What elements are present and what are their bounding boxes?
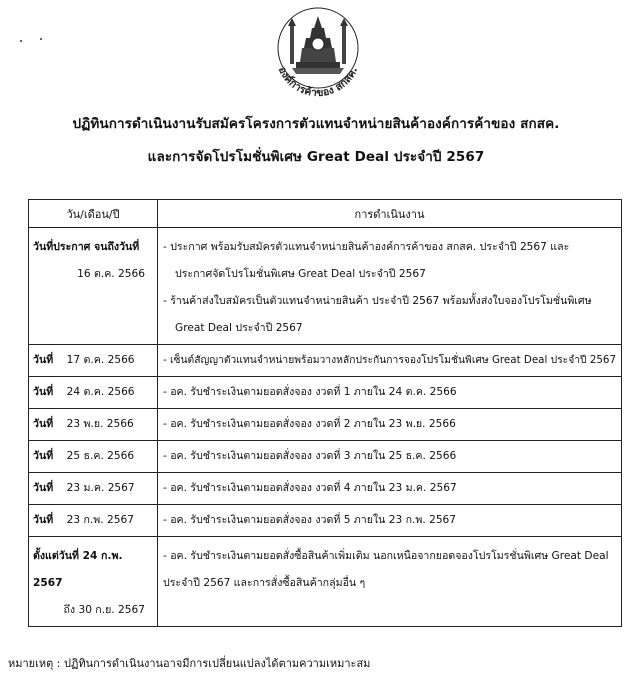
schedule-table bbox=[28, 199, 622, 627]
table-row bbox=[29, 228, 622, 345]
emblem-icon bbox=[262, 4, 374, 104]
date-line: วันที่ประกาศ จนถึงวันที่ bbox=[33, 241, 140, 253]
date-prefix: วันที่ bbox=[33, 450, 54, 462]
date-cell bbox=[29, 505, 158, 537]
activity-cell bbox=[158, 537, 622, 627]
activity-cell bbox=[158, 409, 622, 441]
table-header-row bbox=[29, 200, 622, 228]
activity-line: ประจำปี 2567 และการสั่งซื้อสินค้ากลุ่มอื่น ๆ bbox=[163, 577, 366, 589]
date-prefix: วันที่ bbox=[33, 386, 54, 398]
speck bbox=[20, 40, 22, 42]
date-value: 23 ม.ค. 2567 bbox=[66, 482, 135, 494]
date-value: 23 ก.พ. 2567 bbox=[66, 514, 134, 526]
date-cell bbox=[29, 377, 158, 409]
date-line: 16 ต.ค. 2566 bbox=[77, 268, 145, 280]
activity-line: - ประกาศ พร้อมรับสมัครตัวแทนจำหน่ายสินค้าองค์การค้าของ สกสค. ประจำปี 2567 และ bbox=[163, 241, 570, 253]
table-row bbox=[29, 441, 622, 473]
activity-cell bbox=[158, 377, 622, 409]
header-date: วัน/เดือน/ปี bbox=[29, 200, 158, 228]
table-row bbox=[29, 537, 622, 627]
activity-line: - อค. รับชำระเงินตามยอดสั่งจอง งวดที่ 5 ภายใน 23 ก.พ. 2567 bbox=[163, 514, 457, 526]
date-line: ถึง 30 ก.ย. 2567 bbox=[63, 604, 145, 616]
activity-line: - อค. รับชำระเงินตามยอดสั่งจอง งวดที่ 4 ภายใน 23 ม.ค. 2567 bbox=[163, 482, 457, 494]
activity-line: - อค. รับชำระเงินตามยอดสั่งจอง งวดที่ 3 ภายใน 25 ธ.ค. 2566 bbox=[163, 450, 457, 462]
activity-line: - อค. รับชำระเงินตามยอดสั่งจอง งวดที่ 2 ภายใน 23 พ.ย. 2566 bbox=[163, 418, 456, 430]
activity-cell bbox=[158, 505, 622, 537]
date-cell bbox=[29, 228, 158, 345]
document-subtitle: และการจัดโปรโมชั่นพิเศษ Great Deal ประจำปี 2567 bbox=[147, 149, 485, 165]
date-prefix: วันที่ bbox=[33, 354, 54, 366]
date-value: 23 พ.ย. 2566 bbox=[66, 418, 134, 430]
logo-caption: องค์การค้าของ สกสค. bbox=[275, 64, 361, 100]
activity-line: - อค. รับชำระเงินตามยอดสั่งซื้อสินค้าเพิ่มเติม นอกเหนือจากยอดจองโปรโมรชั่นพิเศษ Great Deal bbox=[163, 550, 609, 562]
date-value: 25 ธ.ค. 2566 bbox=[66, 450, 135, 462]
footnote: หมายเหตุ : ปฏิทินการดำเนินงานอาจมีการเปลี่ยนแปลงได้ตามความเหมาะสม bbox=[8, 657, 371, 670]
activity-line: - เซ็นต์สัญญาตัวแทนจำหน่ายพร้อมวางหลักประกันการจองโปรโมชั่นพิเศษ Great Deal ประจำปี 2567 bbox=[163, 354, 617, 366]
date-cell bbox=[29, 409, 158, 441]
table-row bbox=[29, 345, 622, 377]
date-value: 17 ต.ค. 2566 bbox=[66, 354, 135, 366]
date-cell bbox=[29, 441, 158, 473]
activity-cell bbox=[158, 345, 622, 377]
date-prefix: วันที่ bbox=[33, 482, 54, 494]
activity-line: - อค. รับชำระเงินตามยอดสั่งจอง งวดที่ 1 ภายใน 24 ต.ค. 2566 bbox=[163, 386, 457, 398]
date-cell bbox=[29, 537, 158, 627]
date-line: ตั้งแต่วันที่ 24 ก.พ. 2567 bbox=[33, 550, 123, 589]
date-cell bbox=[29, 345, 158, 377]
date-value: 24 ต.ค. 2566 bbox=[66, 386, 135, 398]
document-title: ปฏิทินการดำเนินงานรับสมัครโครงการตัวแทนจำหน่ายสินค้าองค์การค้าของ สกสค. bbox=[72, 116, 560, 132]
activity-cell bbox=[158, 228, 622, 345]
table-row bbox=[29, 473, 622, 505]
speck bbox=[40, 38, 42, 40]
activity-line: - ร้านค้าส่งใบสมัครเป็นตัวแทนจำหน่ายสินค้า ประจำปี 2567 พร้อมทั้งส่งใบจองโปรโมชั่นพิเศษ bbox=[163, 295, 592, 307]
activity-cell bbox=[158, 441, 622, 473]
header-activity: การดำเนินงาน bbox=[158, 200, 622, 228]
date-cell bbox=[29, 473, 158, 505]
date-prefix: วันที่ bbox=[33, 514, 54, 526]
date-prefix: วันที่ bbox=[33, 418, 54, 430]
activity-line: ประกาศจัดโปรโมชั่นพิเศษ Great Deal ประจำปี 2567 bbox=[175, 268, 426, 280]
table-row bbox=[29, 505, 622, 537]
table-row bbox=[29, 377, 622, 409]
activity-line: Great Deal ประจำปี 2567 bbox=[175, 322, 303, 334]
organization-logo bbox=[262, 4, 374, 104]
activity-cell bbox=[158, 473, 622, 505]
table-row bbox=[29, 409, 622, 441]
